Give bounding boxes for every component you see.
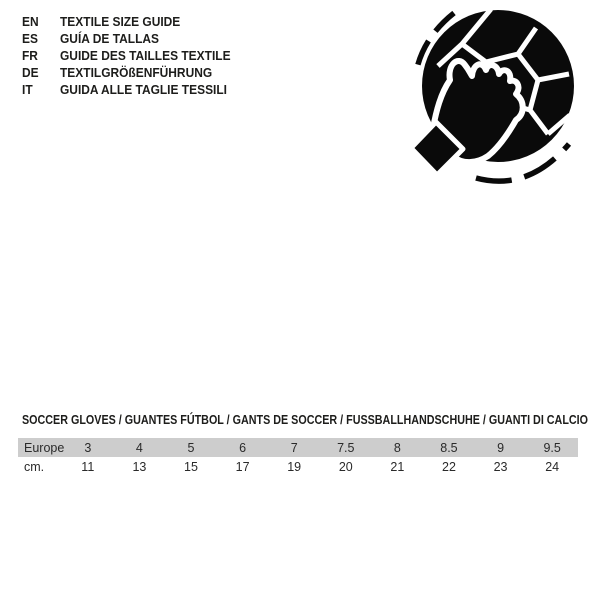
europe-size-cell: 9.5 bbox=[526, 438, 578, 457]
language-row-de bbox=[22, 64, 245, 81]
cm-size-cell: 20 bbox=[320, 457, 372, 476]
goalkeeper-glove-soccer-ball-icon bbox=[398, 2, 593, 202]
cm-size-cell: 23 bbox=[475, 457, 527, 476]
language-header bbox=[22, 13, 245, 98]
cm-size-cell: 21 bbox=[372, 457, 424, 476]
row-label-europe: Europe bbox=[18, 438, 62, 457]
language-code: IT bbox=[22, 82, 33, 97]
language-row-en bbox=[22, 13, 245, 30]
cm-size-cell: 13 bbox=[114, 457, 166, 476]
size-table bbox=[18, 438, 578, 476]
europe-size-cell: 7.5 bbox=[320, 438, 372, 457]
language-label: GUIDE DES TAILLES TEXTILE bbox=[60, 48, 231, 63]
cm-size-cell: 22 bbox=[423, 457, 475, 476]
language-label: GUIDA ALLE TAGLIE TESSILI bbox=[60, 82, 228, 97]
cm-size-cell: 24 bbox=[526, 457, 578, 476]
europe-size-cell: 7 bbox=[268, 438, 320, 457]
cm-size-cell: 15 bbox=[165, 457, 217, 476]
language-code: EN bbox=[22, 14, 39, 29]
language-row-es bbox=[22, 30, 245, 47]
size-table-title: SOCCER GLOVES / GUANTES FÚTBOL / GANTS DE SOCCER / FUSSBALLHANDSCHUHE / GUANTI DI CALCIO bbox=[22, 413, 589, 427]
language-row-it bbox=[22, 81, 245, 98]
europe-size-cell: 8.5 bbox=[423, 438, 475, 457]
cm-size-cell: 11 bbox=[62, 457, 114, 476]
cm-size-cell: 17 bbox=[217, 457, 269, 476]
europe-size-cell: 5 bbox=[165, 438, 217, 457]
table-row-cm bbox=[18, 457, 578, 476]
europe-size-cell: 9 bbox=[475, 438, 527, 457]
language-code: ES bbox=[22, 31, 38, 46]
language-code: FR bbox=[22, 48, 38, 63]
europe-size-cell: 4 bbox=[114, 438, 166, 457]
row-label-cm: cm. bbox=[18, 457, 62, 476]
language-label: GUÍA DE TALLAS bbox=[60, 31, 160, 46]
europe-size-cell: 6 bbox=[217, 438, 269, 457]
language-label: TEXTILE SIZE GUIDE bbox=[60, 14, 181, 29]
language-code: DE bbox=[22, 65, 39, 80]
language-row-fr bbox=[22, 47, 245, 64]
europe-size-cell: 8 bbox=[372, 438, 424, 457]
europe-size-cell: 3 bbox=[62, 438, 114, 457]
cm-size-cell: 19 bbox=[268, 457, 320, 476]
language-label: TEXTILGRÖßENFÜHRUNG bbox=[60, 65, 213, 80]
table-row-europe bbox=[18, 438, 578, 457]
